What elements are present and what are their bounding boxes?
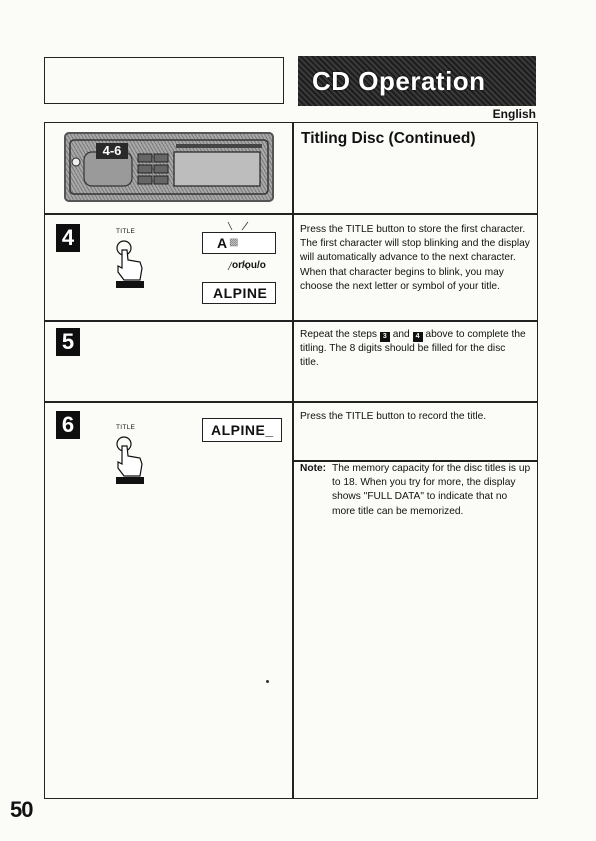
step-ref-badge: 3 <box>380 332 390 342</box>
step-5-text-and: and <box>392 329 410 340</box>
step-6-display-text: ALPINE_ <box>211 422 274 438</box>
step-6-text: Press the TITLE button to record the title. <box>300 411 487 422</box>
note-text: The memory capacity for the disc titles is up to 18. When you try for more, the display shows "FULL DATA" to indicate that no more title can be memorized. <box>332 463 531 517</box>
row-divider <box>44 213 538 215</box>
step-4-display-text: ALPINE <box>213 285 268 301</box>
section-banner-title: CD Operation <box>312 66 486 96</box>
row-divider <box>44 401 538 403</box>
step-5-text-before: Repeat the steps <box>300 329 378 340</box>
step-4-display-or: or/ou/o <box>232 260 266 271</box>
step-ref-badge: 4 <box>413 332 423 342</box>
step-6-display <box>202 418 282 442</box>
step-4-press-hand-icon <box>114 238 146 288</box>
header-blank-box <box>44 57 284 104</box>
page-number: 50 <box>10 797 33 822</box>
note-label: Note: <box>300 463 327 474</box>
step-4-text: Press the TITLE button to store the first character. The first character will stop blinking and the display will automatically advance to the next character. When that character begins to blink, you may choose the next letter or symbol of your title. <box>300 224 530 292</box>
step-5-text-after: above to complete the titling. The 8 digits should be filled for the disc title. <box>300 329 526 369</box>
step-4-number: 4 <box>56 224 80 252</box>
step-6-button-label: TITLE <box>116 424 136 431</box>
blinking-cursor-icon: ▩ <box>229 237 239 248</box>
step-4-button-label: TITLE <box>116 228 136 235</box>
step-5-number: 5 <box>56 328 80 356</box>
stray-dot <box>266 680 269 683</box>
row-divider <box>44 320 538 322</box>
step-6-number: 6 <box>56 411 80 439</box>
language-label: English <box>492 107 536 121</box>
step-4-display-char: A <box>217 235 228 251</box>
step-5-text <box>300 328 526 371</box>
section-banner <box>298 56 536 106</box>
radio-callout-label: 4-6 <box>96 143 128 159</box>
step-4-display-after <box>202 282 276 304</box>
step-6-press-hand-icon <box>114 434 146 484</box>
section-title: Titling Disc (Continued) <box>301 130 476 147</box>
